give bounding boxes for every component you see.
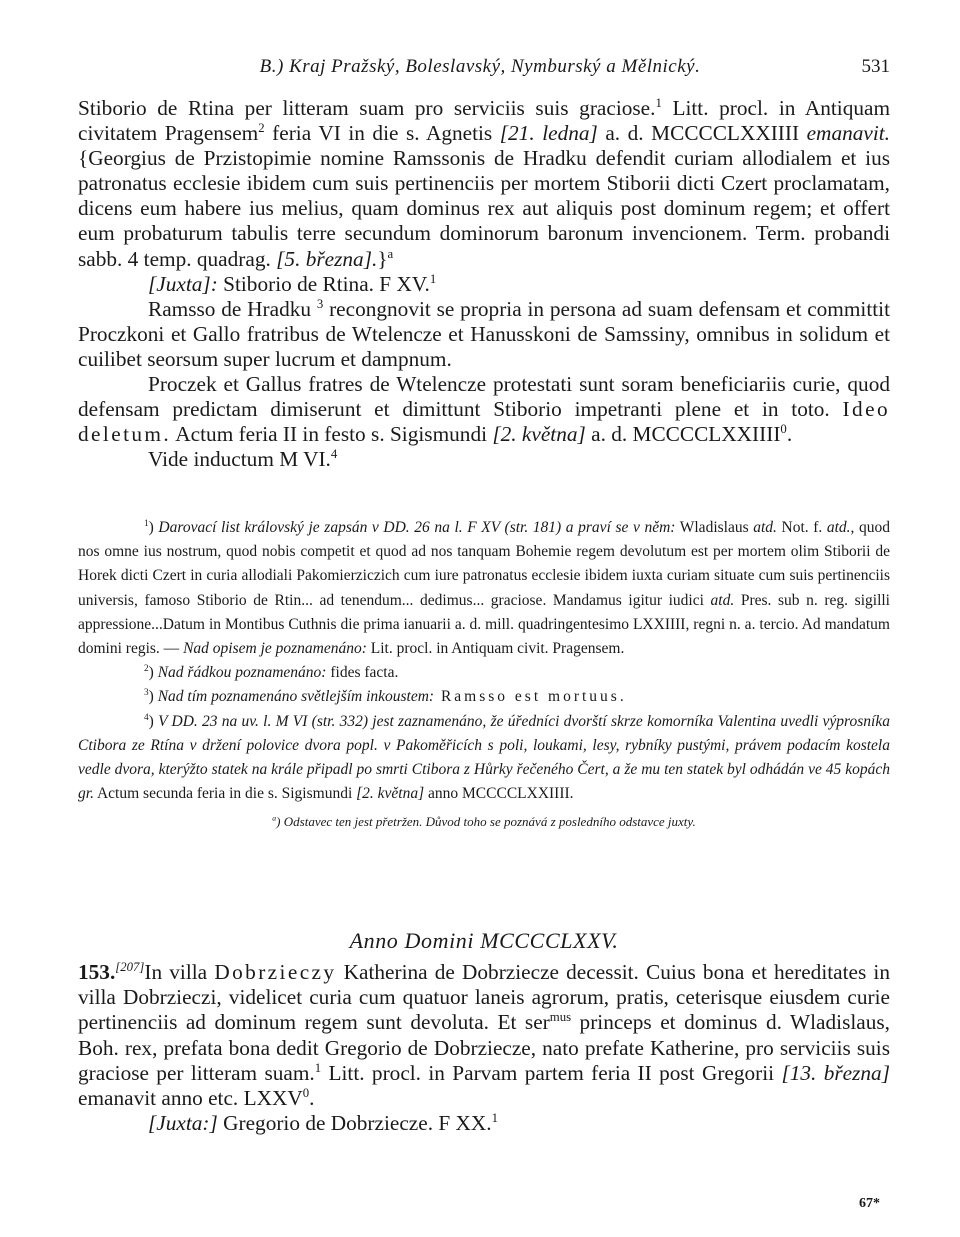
paragraph-proczek: Proczek et Gallus fratres de Wtelencze protestati sunt soram beneficiariis curie, quod defensam predictam dimiserunt et dimittunt Stiborio impetranti plene et in toto. Ideo deletum. Actum feria II in festo s. Sigismundi [2. května] a. d. MCCCCLXXIIII$^0$.	[78, 372, 890, 447]
entry-number: 153.	[78, 960, 116, 984]
paragraph-dobrziecze: 153.[207]In villa Dobrzieczy Katherina de Dobrziecze decessit. Cuius bona et hereditates in villa Dobrzieczi, videlicet curia cum quatuor laneis agrorum, pratis, ceterisque eiusdem curie pertinenciis ad dominum regem sunt devoluta. Et ser$^{mus}$ princeps et dominus d. Wladislaus, Boh. rex, prefata bona dedit Gregorio de Dobrziecze, nato prefate Katherine, pro serviciis suis graciose per litteram suam.$^1$ Litt. procl. in Parvam partem feria II post Gregorii [13. března] emanavit anno etc. LXXV$^0$.	[78, 959, 890, 1111]
signature-mark: 67*	[859, 1196, 880, 1211]
paragraph-stiborio: Stiborio de Rtina per litteram suam pro serviciis suis graciose.$^1$ Litt. procl. in Antiquam civitatem Pragensem$^2$ feria VI in die s. Agnetis [21. ledna] a. d. MCCCCLXXIIII emanavit. {Georgius de Przistopimie nomine Ramssonis de Hradku defendit curiam allodialem et ius patronatus ecclesie ibidem cum suis pertinenciis per mortem Stiborii dicti Czert proclamatam, dicens eum habere ius melius, quam dominus rex aut aliquis post dominum regem; et offert eum probaturum tabulis terre secundum dominorum baronum invencionem. Term. probandi sabb. 4 temp. quadrag. [5. března].}$^a$	[78, 95, 891, 271]
footnote-ref: 3	[316, 296, 324, 311]
footnote-ref: 2	[258, 121, 265, 135]
editorial-note: $^a$) Odstavec ten jest přetržen. Důvod toho se poznává z posledního odstavce juxty.	[272, 814, 696, 830]
footnote-3: $^3$) Nad tím poznamenáno světlejším inkoustem: Ramsso est mortuus.	[144, 688, 627, 706]
footnote-4: $^4$) V DD. 23 na uv. l. M VI (str. 332) jest zaznamenáno, že úředníci dvorští skrze komorníka Valentina uvedli výprosníka Ctibora ze Rtína v držení polovice dvora popl. v Pakoměřicích s poli, loukami, lesy, rybníky pustými, právem podacím kostela vedle dvora, kterýžto statek na krále připadl po smrti Ctibora z Hůrky řečeného Čert, a že mu ten statek byl odhádán ve 45 kopách gr. Actum secunda feria in die s. Sigismundi [2. května] anno MCCCCLXXIIII.	[78, 712, 890, 803]
paragraph-vide: Vide inductum M VI.$^4$	[148, 447, 338, 472]
footnote-ref: 1	[429, 271, 437, 286]
footnotes	[78, 516, 890, 835]
footnote-2: $^2$) Nad řádkou poznamenáno: fides facta.	[144, 664, 399, 682]
entry-153	[78, 960, 890, 1136]
paragraph-juxta-2: [Juxta:] Gregorio de Dobrziecze. F XX.$^1$	[148, 1111, 498, 1136]
footnote-ref: 0	[780, 422, 787, 437]
footnote-1: $^1$) Darovací list královský je zapsán v DD. 26 na l. F XV (str. 181) a praví se v něm: Wladislaus atd. Not. f. atd., quod nos omne ius nostrum, quod nobis competit et quod ad nos tanquam Bohemie regem devolutum est per mortem olim Stiborii de Horek dicti Czert in curia allodiali Pakomierziczich cum iure patronatus ecclesie ibidem iuxta curiam situate cum suis pertinenciis universis, famoso Stiborio de Rtin... ad tenendum... dedimus... graciose. Mandamus igitur iudici atd. Pres. sub n. reg. sigilli appressione...Datum in Montibus Cuthnis die prima ianuarii a. d. mill. quadringentesimo LXXIIII, regni n. a. tercio. Ad mandatum domini regis. — Nad opisem je poznamenáno: Lit. procl. in Antiquam civit. Pragensem.	[78, 518, 890, 658]
footnote-ref: 1	[655, 95, 662, 110]
running-header: B.) Kraj Pražský, Boleslavský, Nymburský a Mělnický.	[259, 56, 701, 77]
footnote-ref: 1	[314, 1060, 322, 1075]
footnote-ref: 1	[491, 1111, 498, 1126]
paragraph-juxta-1: [Juxta]: Stiborio de Rtina. F XV.$^1$	[148, 271, 437, 296]
footnote-ref: 4	[330, 447, 338, 462]
footnote-ref: a	[387, 246, 394, 261]
paragraph-ramsso: Ramsso de Hradku $^3$ recongnovit se propria in persona ad suam defensam et committit Proczkoni et Gallo fratribus de Wtelencze et Hanusskoni de Samssiny, omnibus in solidum et cuilibet seorsum super lucrum et dampnum.	[78, 296, 891, 371]
main-text	[78, 96, 890, 472]
page-number: 531	[861, 56, 890, 77]
section-heading: Anno Domini MCCCCLXXV.	[349, 928, 619, 953]
